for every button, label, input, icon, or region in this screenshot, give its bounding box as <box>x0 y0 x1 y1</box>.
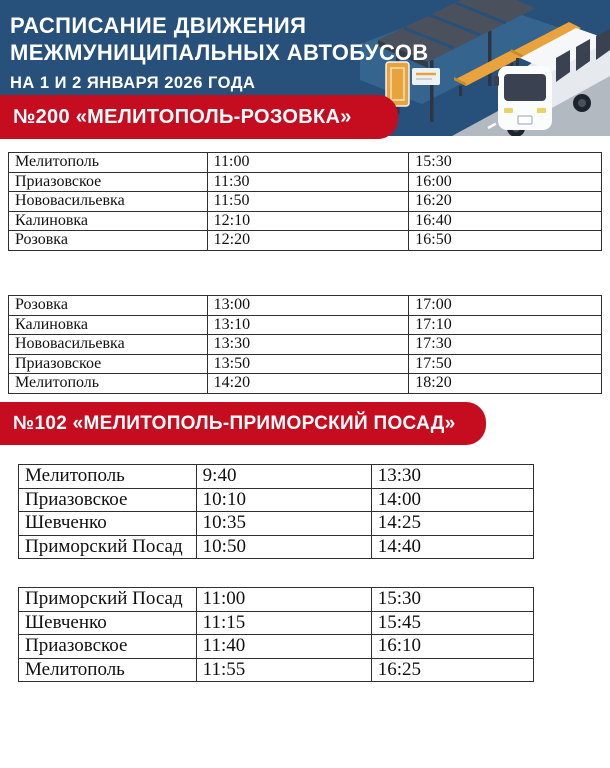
stop-name-cell: Нововасильевка <box>9 335 208 355</box>
table-row <box>19 488 534 512</box>
route-102-outbound-table <box>18 464 534 559</box>
departure-time-cell: 10:10 <box>196 488 371 512</box>
stop-name-cell: Приазовское <box>19 635 197 659</box>
table-row <box>19 465 534 489</box>
departure-time-cell: 12:20 <box>207 231 409 251</box>
stop-name-cell: Нововасильевка <box>9 192 208 212</box>
departure-time-cell: 9:40 <box>196 465 371 489</box>
title-line-1: РАСПИСАНИЕ ДВИЖЕНИЯ <box>10 13 307 38</box>
departure-time-cell: 15:30 <box>409 153 602 173</box>
departure-time-cell: 14:20 <box>207 374 409 394</box>
departure-time-cell: 14:40 <box>371 535 533 559</box>
stop-name-cell: Шевченко <box>19 611 197 635</box>
departure-time-cell: 15:30 <box>371 588 533 612</box>
departure-time-cell: 11:00 <box>207 153 409 173</box>
table-row <box>9 335 602 355</box>
stop-name-cell: Калиновка <box>9 211 208 231</box>
table-row <box>9 211 602 231</box>
table-row <box>19 512 534 536</box>
table-row <box>19 635 534 659</box>
route-200-banner <box>0 95 398 139</box>
departure-time-cell: 13:50 <box>207 354 409 374</box>
table-row <box>9 296 602 316</box>
route-200-return-table <box>8 295 602 394</box>
departure-time-cell: 11:50 <box>207 192 409 212</box>
departure-time-cell: 16:00 <box>409 172 602 192</box>
departure-time-cell: 16:40 <box>409 211 602 231</box>
departure-time-cell: 10:35 <box>196 512 371 536</box>
route-200-banner-label: №200 «МЕЛИТОПОЛЬ-РОЗОВКА» <box>13 105 352 128</box>
route-102-banner <box>0 402 486 445</box>
stop-name-cell: Розовка <box>9 231 208 251</box>
stop-name-cell: Калиновка <box>9 315 208 335</box>
departure-time-cell: 15:45 <box>371 611 533 635</box>
departure-time-cell: 18:20 <box>409 374 602 394</box>
route-102-return-table <box>18 587 534 682</box>
header-text <box>10 12 429 93</box>
departure-time-cell: 11:40 <box>196 635 371 659</box>
departure-time-cell: 17:10 <box>409 315 602 335</box>
stop-name-cell: Приазовское <box>9 172 208 192</box>
stop-name-cell: Приазовское <box>9 354 208 374</box>
table-row <box>19 658 534 682</box>
departure-time-cell: 16:10 <box>371 635 533 659</box>
stop-name-cell: Приморский Посад <box>19 588 197 612</box>
table-row <box>9 374 602 394</box>
departure-time-cell: 16:20 <box>409 192 602 212</box>
poster-title <box>10 12 429 66</box>
route-200-outbound-table <box>8 152 602 251</box>
stop-name-cell: Мелитополь <box>9 153 208 173</box>
departure-time-cell: 13:30 <box>207 335 409 355</box>
departure-time-cell: 16:50 <box>409 231 602 251</box>
departure-time-cell: 17:00 <box>409 296 602 316</box>
departure-time-cell: 16:25 <box>371 658 533 682</box>
departure-time-cell: 13:30 <box>371 465 533 489</box>
stop-name-cell: Шевченко <box>19 512 197 536</box>
departure-time-cell: 17:30 <box>409 335 602 355</box>
departure-time-cell: 11:15 <box>196 611 371 635</box>
stop-name-cell: Мелитополь <box>9 374 208 394</box>
stop-name-cell: Мелитополь <box>19 658 197 682</box>
table-row <box>9 231 602 251</box>
table-row <box>19 611 534 635</box>
departure-time-cell: 11:55 <box>196 658 371 682</box>
route-102-banner-label: №102 «МЕЛИТОПОЛЬ-ПРИМОРСКИЙ ПОСАД» <box>13 412 456 434</box>
table-row <box>9 315 602 335</box>
departure-time-cell: 17:50 <box>409 354 602 374</box>
departure-time-cell: 11:30 <box>207 172 409 192</box>
stop-name-cell: Розовка <box>9 296 208 316</box>
table-row <box>9 153 602 173</box>
departure-time-cell: 11:00 <box>196 588 371 612</box>
stop-name-cell: Приазовское <box>19 488 197 512</box>
departure-time-cell: 10:50 <box>196 535 371 559</box>
title-line-2: МЕЖМУНИЦИПАЛЬНЫХ АВТОБУСОВ <box>10 40 429 65</box>
stop-name-cell: Мелитополь <box>19 465 197 489</box>
table-row <box>9 354 602 374</box>
departure-time-cell: 14:00 <box>371 488 533 512</box>
departure-time-cell: 14:25 <box>371 512 533 536</box>
departure-time-cell: 13:00 <box>207 296 409 316</box>
stop-name-cell: Приморский Посад <box>19 535 197 559</box>
table-row <box>9 192 602 212</box>
table-row <box>19 588 534 612</box>
departure-time-cell: 13:10 <box>207 315 409 335</box>
poster-subtitle: НА 1 И 2 ЯНВАРЯ 2026 ГОДА <box>10 74 256 92</box>
departure-time-cell: 12:10 <box>207 211 409 231</box>
table-row <box>19 535 534 559</box>
table-row <box>9 172 602 192</box>
